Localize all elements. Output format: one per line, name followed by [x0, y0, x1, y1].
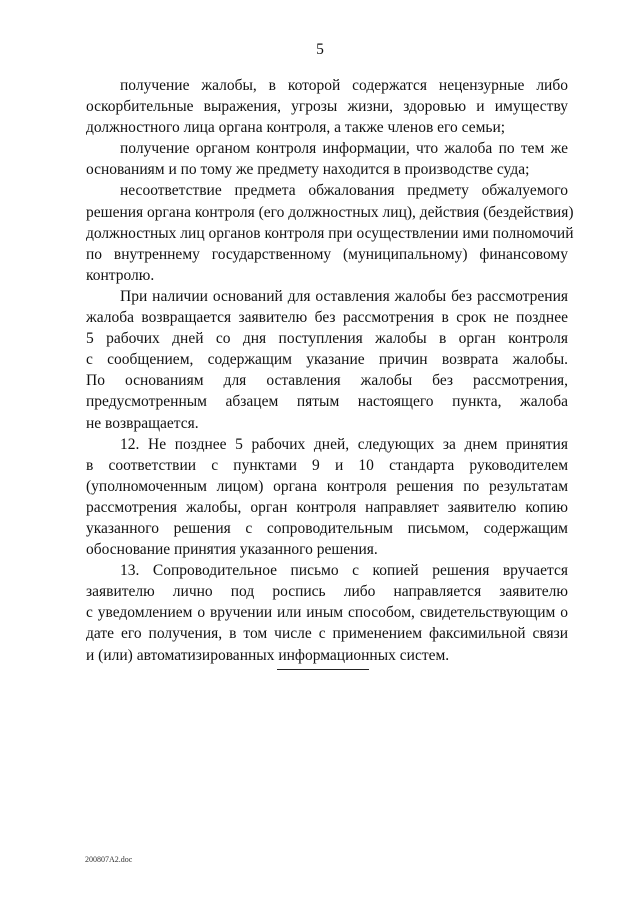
footer-file-name: 200807A2.doc — [85, 855, 133, 864]
text-line: обоснование принятия указанного решения. — [86, 541, 378, 559]
text-line: предусмотренным абзацем пятым настоящего пункта, жалоба — [86, 393, 568, 411]
text-line: получение жалобы, в которой содержатся нецензурные либо — [120, 77, 568, 94]
text-line: основаниям и по тому же предмету находится в производстве суда; — [86, 161, 530, 179]
text-line: должностного лица органа контроля, а также членов его семьи; — [86, 119, 506, 137]
paragraph-item-13 — [86, 560, 568, 665]
text-line: дате его получения, в том числе с применением факсимильной связи — [86, 625, 568, 643]
text-line: 13. Сопроводительное письмо с копией решения вручается — [120, 562, 568, 580]
paragraph-item-12 — [86, 434, 568, 561]
text-line: решения органа контроля (его должностных лиц), действия (бездействия) — [86, 203, 574, 221]
text-line: по внутреннему государственному (муниципальному) финансовому — [86, 245, 568, 263]
text-line: с уведомлением о вручении или иным способом, свидетельствующим о — [86, 604, 568, 622]
text-line: заявителю лично под роспись либо направляется заявителю — [86, 583, 568, 601]
end-of-text-rule — [277, 669, 369, 670]
text-line: контролю. — [86, 266, 155, 284]
body-text — [86, 75, 574, 666]
page-number: 5 — [316, 41, 324, 58]
text-line: в соответствии с пунктами 9 и 10 стандарта руководителем — [86, 456, 568, 474]
text-line: (уполномоченным лицом) органа контроля решения по результатам — [86, 477, 568, 495]
text-line: 12. Не позднее 5 рабочих дней, следующих за днем принятия — [120, 435, 568, 453]
paragraph-return-without-review — [86, 286, 568, 434]
text-line: с сообщением, содержащим указание причин возврата жалобы. — [86, 351, 568, 369]
paragraph-subject-mismatch — [86, 180, 574, 285]
text-line: оскорбительные выражения, угрозы жизни, здоровью и имуществу — [86, 98, 568, 116]
text-line: получение органом контроля информации, что жалоба по тем же — [120, 140, 568, 158]
text-line: должностных лиц органов контроля при осуществлении ими полномочий — [86, 224, 574, 242]
paragraph-court-proceedings — [86, 138, 568, 180]
text-line: не возвращается. — [86, 414, 199, 432]
text-line: и (или) автоматизированных информационных систем. — [86, 646, 450, 664]
text-line: При наличии оснований для оставления жалобы без рассмотрения — [120, 287, 568, 305]
text-line: жалоба возвращается заявителю без рассмотрения в срок не позднее — [86, 309, 568, 327]
text-line: рассмотрения жалобы, орган контроля направляет заявителю копию — [86, 498, 568, 516]
paragraph-obscene-complaint — [86, 75, 568, 138]
text-line: 5 рабочих дней со дня поступления жалобы в орган контроля — [86, 330, 568, 348]
text-line: несоответствие предмета обжалования предмету обжалуемого — [120, 182, 568, 200]
text-line: По основаниям для оставления жалобы без рассмотрения, — [86, 372, 568, 390]
text-line: указанного решения с сопроводительным письмом, содержащим — [86, 519, 568, 537]
